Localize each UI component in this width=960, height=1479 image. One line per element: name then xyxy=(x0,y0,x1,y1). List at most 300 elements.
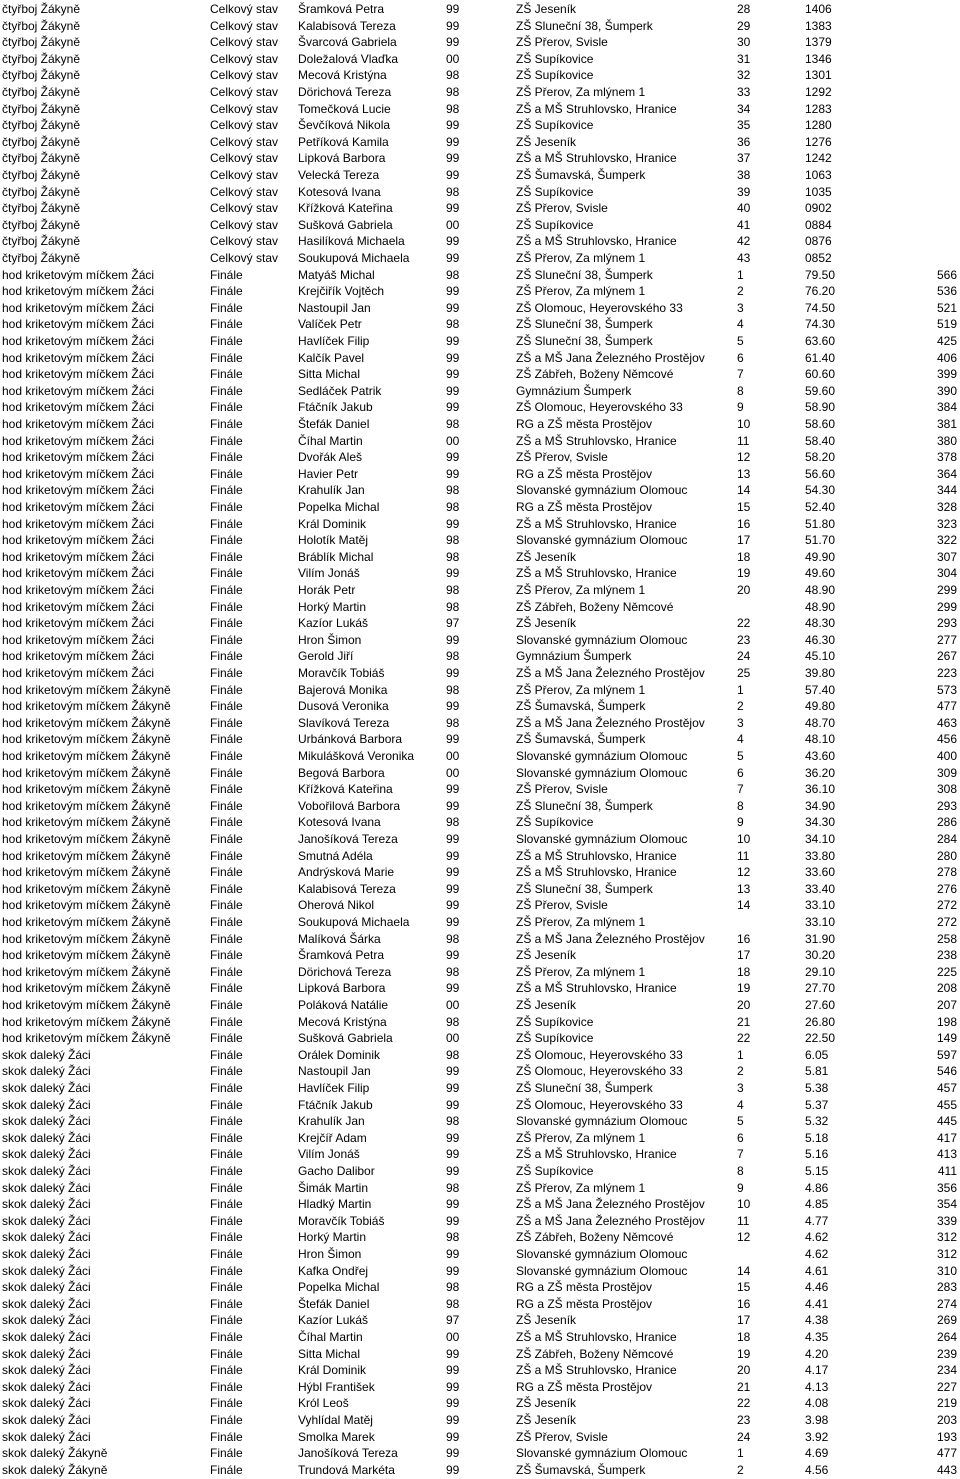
school-cell: ZŠ Šumavská, Šumperk xyxy=(516,732,646,747)
name-cell: Urbánková Barbora xyxy=(298,732,403,747)
year-cell: 99 xyxy=(446,1462,460,1477)
result-row xyxy=(0,51,960,67)
result-row xyxy=(0,831,960,847)
round-cell: Celkový stav xyxy=(210,2,279,16)
school-cell: ZŠ Přerov, Za mlýnem 1 xyxy=(516,583,646,597)
year-cell: 98 xyxy=(446,715,460,730)
name-cell: Štefák Daniel xyxy=(298,417,370,431)
event-cell: hod kriketovým míčkem Žáci xyxy=(2,649,155,664)
name-cell: Trundová Markéta xyxy=(298,1462,395,1477)
result-cell: 48.90 xyxy=(805,599,836,614)
round-cell: Finále xyxy=(210,682,243,697)
school-cell: ZŠ a MŠ Struhlovsko, Hranice xyxy=(516,981,677,996)
event-cell: hod kriketovým míčkem Žáci xyxy=(2,500,155,514)
rank-cell: 9 xyxy=(737,815,744,830)
round-cell: Finále xyxy=(210,483,243,498)
event-cell: hod kriketovým míčkem Žáci xyxy=(2,284,155,299)
points-cell xyxy=(912,200,957,216)
rank-cell: 16 xyxy=(737,931,751,946)
round-cell: Finále xyxy=(210,1446,243,1461)
name-cell: Kafka Ondřej xyxy=(298,1263,369,1278)
round-cell: Finále xyxy=(210,1031,243,1046)
name-cell: Valíček Petr xyxy=(298,317,362,332)
school-cell: ZŠ Sluneční 38, Šumperk xyxy=(516,798,653,813)
year-cell: 99 xyxy=(446,1363,460,1378)
points-cell: 566 xyxy=(936,267,957,282)
result-row xyxy=(0,1163,960,1179)
result-cell: 49.90 xyxy=(805,549,836,564)
school-cell: ZŠ Šumavská, Šumperk xyxy=(516,168,646,182)
result-cell: 1035 xyxy=(805,184,832,199)
round-cell: Finále xyxy=(210,915,243,929)
name-cell: Krejčíř Adam xyxy=(298,1130,367,1145)
round-cell: Finále xyxy=(210,981,243,996)
year-cell: 00 xyxy=(446,749,460,763)
result-row xyxy=(0,1080,960,1096)
year-cell: 99 xyxy=(446,1247,460,1261)
points-cell: 457 xyxy=(936,1081,957,1095)
round-cell: Celkový stav xyxy=(210,68,279,83)
year-cell: 99 xyxy=(446,881,460,896)
name-cell: Poláková Natálie xyxy=(298,998,389,1012)
points-cell xyxy=(912,51,957,67)
result-cell: 58.40 xyxy=(805,433,836,448)
school-cell: ZŠ Supíkovice xyxy=(516,51,594,66)
rank-cell: 14 xyxy=(737,1263,751,1278)
round-cell: Finále xyxy=(210,815,243,830)
result-cell: 1346 xyxy=(805,51,832,66)
event-cell: čtyřboj Žákyně xyxy=(2,35,81,50)
year-cell: 99 xyxy=(446,1130,460,1145)
school-cell: RG a ZŠ města Prostějov xyxy=(516,466,653,481)
rank-cell: 5 xyxy=(737,334,744,348)
points-cell: 536 xyxy=(936,284,957,299)
name-cell: Holotík Matěj xyxy=(298,533,369,548)
round-cell: Finále xyxy=(210,450,243,465)
rank-cell: 1 xyxy=(737,682,744,697)
name-cell: Oherová Nikol xyxy=(298,898,375,913)
name-cell: Hasilíková Michaela xyxy=(298,234,405,249)
event-cell: hod kriketovým míčkem Žáci xyxy=(2,666,155,680)
year-cell: 99 xyxy=(446,383,460,398)
year-cell: 99 xyxy=(446,1379,460,1394)
year-cell: 99 xyxy=(446,1213,460,1228)
school-cell: ZŠ a MŠ Struhlovsko, Hranice xyxy=(516,1330,677,1344)
name-cell: Mikulášková Veronika xyxy=(298,749,415,763)
rank-cell: 5 xyxy=(737,1114,744,1129)
round-cell: Finále xyxy=(210,566,243,581)
points-cell: 299 xyxy=(936,583,957,597)
school-cell: Slovanské gymnázium Olomouc xyxy=(516,632,688,647)
event-cell: hod kriketovým míčkem Žáci xyxy=(2,383,155,398)
round-cell: Finále xyxy=(210,798,243,813)
school-cell: Gymnázium Šumperk xyxy=(516,383,632,398)
name-cell: Popelka Michal xyxy=(298,1280,380,1295)
result-row xyxy=(0,499,960,515)
event-cell: hod kriketovým míčkem Žákyně xyxy=(2,865,171,880)
round-cell: Finále xyxy=(210,832,243,846)
result-row xyxy=(0,1,960,17)
year-cell: 98 xyxy=(446,599,460,614)
result-cell: 27.70 xyxy=(805,981,836,996)
result-row xyxy=(0,1395,960,1411)
name-cell: Král Dominik xyxy=(298,1363,367,1378)
result-row xyxy=(0,1047,960,1063)
points-cell: 149 xyxy=(936,1031,957,1046)
result-row xyxy=(0,980,960,996)
round-cell: Finále xyxy=(210,782,243,797)
round-cell: Finále xyxy=(210,466,243,481)
school-cell: RG a ZŠ města Prostějov xyxy=(516,1280,653,1295)
event-cell: čtyřboj Žákyně xyxy=(2,101,81,116)
school-cell: ZŠ a MŠ Struhlovsko, Hranice xyxy=(516,516,677,531)
year-cell: 99 xyxy=(446,1396,460,1411)
result-row xyxy=(0,333,960,349)
points-cell: 309 xyxy=(936,765,957,780)
round-cell: Finále xyxy=(210,533,243,548)
event-cell: hod kriketovým míčkem Žáci xyxy=(2,533,155,548)
round-cell: Finále xyxy=(210,1280,243,1295)
result-row xyxy=(0,150,960,166)
rank-cell: 11 xyxy=(737,433,750,448)
name-cell: Sitta Michal xyxy=(298,367,361,382)
points-cell: 276 xyxy=(936,881,957,896)
points-cell: 264 xyxy=(936,1330,957,1344)
event-cell: hod kriketovým míčkem Žáci xyxy=(2,350,155,365)
rank-cell: 10 xyxy=(737,832,751,846)
result-row xyxy=(0,682,960,698)
result-row xyxy=(0,1279,960,1295)
points-cell: 274 xyxy=(936,1296,957,1311)
result-cell: 4.35 xyxy=(805,1330,829,1344)
year-cell: 99 xyxy=(446,516,460,531)
round-cell: Celkový stav xyxy=(210,234,279,249)
result-row xyxy=(0,599,960,615)
school-cell: ZŠ Zábřeh, Boženy Němcové xyxy=(516,367,674,382)
points-cell xyxy=(912,18,957,34)
rank-cell: 37 xyxy=(737,151,751,166)
year-cell: 97 xyxy=(446,616,460,631)
event-cell: skok daleký Žáci xyxy=(2,1247,91,1261)
points-cell: 239 xyxy=(936,1346,957,1361)
year-cell: 98 xyxy=(446,85,460,99)
points-cell: 198 xyxy=(936,1014,957,1029)
year-cell: 99 xyxy=(446,367,460,382)
name-cell: Havier Petr xyxy=(298,466,359,481)
result-cell: 4.85 xyxy=(805,1197,829,1212)
name-cell: Šramková Petra xyxy=(298,2,385,16)
rank-cell: 35 xyxy=(737,118,751,133)
rank-cell: 4 xyxy=(737,1097,744,1112)
event-cell: hod kriketovým míčkem Žákyně xyxy=(2,732,171,747)
event-cell: čtyřboj Žákyně xyxy=(2,151,81,166)
result-row xyxy=(0,18,960,34)
result-row xyxy=(0,632,960,648)
school-cell: ZŠ Jeseník xyxy=(516,1313,577,1328)
year-cell: 98 xyxy=(446,1014,460,1029)
round-cell: Finále xyxy=(210,1330,243,1344)
points-cell: 269 xyxy=(936,1313,957,1328)
school-cell: ZŠ Zábřeh, Boženy Němcové xyxy=(516,1230,674,1245)
event-cell: hod kriketovým míčkem Žáci xyxy=(2,450,155,465)
rank-cell: 9 xyxy=(737,1180,744,1195)
school-cell: ZŠ Zábřeh, Boženy Němcové xyxy=(516,1346,674,1361)
round-cell: Celkový stav xyxy=(210,184,279,199)
rank-cell: 17 xyxy=(737,1313,751,1328)
result-row xyxy=(0,316,960,332)
round-cell: Finále xyxy=(210,350,243,365)
school-cell: ZŠ Přerov, Za mlýnem 1 xyxy=(516,85,646,99)
points-cell: 400 xyxy=(936,749,957,763)
points-cell: 381 xyxy=(936,417,957,431)
name-cell: Kalabisová Tereza xyxy=(298,881,396,896)
school-cell: ZŠ Přerov, Za mlýnem 1 xyxy=(516,251,646,265)
name-cell: Dvořák Aleš xyxy=(298,450,363,465)
points-cell xyxy=(912,134,957,150)
result-row xyxy=(0,582,960,598)
year-cell: 98 xyxy=(446,1296,460,1311)
result-cell: 54.30 xyxy=(805,483,836,498)
result-row xyxy=(0,184,960,200)
result-cell: 4.62 xyxy=(805,1247,829,1261)
school-cell: ZŠ Přerov, Svisle xyxy=(516,201,608,216)
rank-cell: 1 xyxy=(737,1446,744,1461)
rank-cell: 17 xyxy=(737,533,751,548)
round-cell: Celkový stav xyxy=(210,85,279,99)
result-cell: 5.18 xyxy=(805,1130,829,1145)
result-row xyxy=(0,864,960,880)
event-cell: čtyřboj Žákyně xyxy=(2,201,81,216)
event-cell: skok daleký Žáci xyxy=(2,1081,91,1095)
year-cell: 99 xyxy=(446,450,460,465)
name-cell: Begová Barbora xyxy=(298,765,385,780)
result-row xyxy=(0,1180,960,1196)
event-cell: hod kriketovým míčkem Žáci xyxy=(2,632,155,647)
points-cell: 310 xyxy=(936,1263,957,1278)
rank-cell: 34 xyxy=(737,101,751,116)
school-cell: Slovanské gymnázium Olomouc xyxy=(516,1114,688,1129)
result-row xyxy=(0,1229,960,1245)
rank-cell: 22 xyxy=(737,1396,751,1411)
name-cell: Andrýsková Marie xyxy=(298,865,395,880)
result-cell: 4.77 xyxy=(805,1213,829,1228)
rank-cell: 7 xyxy=(737,782,744,797)
name-cell: Křížková Kateřina xyxy=(298,782,393,797)
round-cell: Finále xyxy=(210,433,243,448)
school-cell: ZŠ Jeseník xyxy=(516,549,577,564)
round-cell: Finále xyxy=(210,998,243,1012)
year-cell: 99 xyxy=(446,35,460,50)
rank-cell: 19 xyxy=(737,1346,751,1361)
name-cell: Hron Šimon xyxy=(298,1247,362,1261)
result-row xyxy=(0,67,960,83)
result-row xyxy=(0,1379,960,1395)
rank-cell: 7 xyxy=(737,1147,744,1162)
school-cell: Gymnázium Šumperk xyxy=(516,649,632,664)
result-cell: 63.60 xyxy=(805,334,836,348)
rank-cell: 20 xyxy=(737,998,751,1012)
round-cell: Finále xyxy=(210,898,243,913)
name-cell: Kotesová Ivana xyxy=(298,184,381,199)
name-cell: Velecká Tereza xyxy=(298,168,380,182)
result-row xyxy=(0,1246,960,1262)
year-cell: 99 xyxy=(446,1263,460,1278)
points-cell: 203 xyxy=(936,1413,957,1427)
result-cell: 43.60 xyxy=(805,749,836,763)
school-cell: ZŠ a MŠ Struhlovsko, Hranice xyxy=(516,566,677,581)
result-row xyxy=(0,516,960,532)
round-cell: Finále xyxy=(210,749,243,763)
event-cell: skok daleký Žáci xyxy=(2,1230,91,1245)
result-cell: 5.15 xyxy=(805,1164,829,1178)
result-cell: 1276 xyxy=(805,134,832,149)
points-cell: 304 xyxy=(936,566,957,581)
points-cell: 272 xyxy=(936,898,957,913)
points-cell: 223 xyxy=(936,666,957,680)
result-row xyxy=(0,1130,960,1146)
event-cell: čtyřboj Žákyně xyxy=(2,85,81,99)
result-row xyxy=(0,350,960,366)
points-cell: 378 xyxy=(936,450,957,465)
name-cell: Ftáčník Jakub xyxy=(298,1097,373,1112)
event-cell: hod kriketovým míčkem Žáci xyxy=(2,417,155,431)
result-row xyxy=(0,1412,960,1428)
result-cell: 29.10 xyxy=(805,964,836,979)
result-row xyxy=(0,897,960,913)
result-row xyxy=(0,217,960,233)
name-cell: Vyhlídal Matěj xyxy=(298,1413,373,1427)
event-cell: čtyřboj Žákyně xyxy=(2,134,81,149)
year-cell: 99 xyxy=(446,284,460,299)
school-cell: ZŠ Sluneční 38, Šumperk xyxy=(516,317,653,332)
school-cell: ZŠ a MŠ Jana Železného Prostějov xyxy=(516,350,705,365)
rank-cell: 30 xyxy=(737,35,751,50)
result-cell: 1242 xyxy=(805,151,832,166)
result-cell: 1301 xyxy=(805,68,832,83)
round-cell: Finále xyxy=(210,848,243,863)
name-cell: Štefák Daniel xyxy=(298,1296,370,1311)
year-cell: 97 xyxy=(446,1313,460,1328)
points-cell: 258 xyxy=(936,931,957,946)
result-row xyxy=(0,449,960,465)
round-cell: Celkový stav xyxy=(210,35,279,50)
school-cell: Slovanské gymnázium Olomouc xyxy=(516,1446,688,1461)
school-cell: ZŠ Sluneční 38, Šumperk xyxy=(516,881,653,896)
points-cell xyxy=(912,150,957,166)
school-cell: ZŠ Jeseník xyxy=(516,1413,577,1427)
round-cell: Finále xyxy=(210,1164,243,1178)
event-cell: skok daleký Žáci xyxy=(2,1280,91,1295)
year-cell: 98 xyxy=(446,483,460,498)
rank-cell: 21 xyxy=(737,1379,751,1394)
school-cell: ZŠ a MŠ Jana Železného Prostějov xyxy=(516,666,705,680)
points-cell: 411 xyxy=(937,1164,957,1178)
result-cell: 48.90 xyxy=(805,583,836,597)
rank-cell: 19 xyxy=(737,981,751,996)
year-cell: 00 xyxy=(446,433,460,448)
school-cell: Slovanské gymnázium Olomouc xyxy=(516,832,688,846)
year-cell: 99 xyxy=(446,1197,460,1212)
event-cell: hod kriketovým míčkem Žákyně xyxy=(2,931,171,946)
result-cell: 4.61 xyxy=(805,1263,829,1278)
year-cell: 98 xyxy=(446,500,460,514)
rank-cell xyxy=(737,914,802,930)
school-cell: ZŠ Jeseník xyxy=(516,948,577,963)
name-cell: Hron Šimon xyxy=(298,632,362,647)
result-row xyxy=(0,964,960,980)
school-cell: Slovanské gymnázium Olomouc xyxy=(516,483,688,498)
name-cell: Gerold Jiří xyxy=(298,649,354,664)
points-cell: 312 xyxy=(936,1247,957,1261)
points-cell: 443 xyxy=(936,1462,957,1477)
school-cell: ZŠ Jeseník xyxy=(516,616,577,631)
event-cell: hod kriketovým míčkem Žáci xyxy=(2,516,155,531)
result-row xyxy=(0,399,960,415)
points-cell: 413 xyxy=(936,1147,957,1162)
rank-cell: 15 xyxy=(737,1280,751,1295)
rank-cell: 23 xyxy=(737,1413,751,1427)
round-cell: Finále xyxy=(210,1247,243,1261)
rank-cell: 3 xyxy=(737,300,744,315)
result-row xyxy=(0,433,960,449)
points-cell: 307 xyxy=(936,549,957,564)
name-cell: Kazíor Lukáš xyxy=(298,1313,369,1328)
name-cell: Šimák Martin xyxy=(298,1180,369,1195)
result-cell: 34.10 xyxy=(805,832,836,846)
year-cell: 98 xyxy=(446,649,460,664)
points-cell: 546 xyxy=(936,1064,957,1079)
result-row xyxy=(0,1113,960,1129)
school-cell: ZŠ Sluneční 38, Šumperk xyxy=(516,1081,653,1095)
result-cell: 60.60 xyxy=(805,367,836,382)
round-cell: Celkový stav xyxy=(210,18,279,33)
event-cell: skok daleký Žáci xyxy=(2,1213,91,1228)
points-cell: 219 xyxy=(936,1396,957,1411)
school-cell: ZŠ Supíkovice xyxy=(516,815,594,830)
year-cell: 99 xyxy=(446,1064,460,1079)
points-cell: 293 xyxy=(936,616,957,631)
year-cell: 00 xyxy=(446,765,460,780)
rank-cell: 29 xyxy=(737,18,751,33)
result-cell: 4.41 xyxy=(805,1296,829,1311)
event-cell: hod kriketovým míčkem Žákyně xyxy=(2,948,171,963)
event-cell: skok daleký Žáci xyxy=(2,1064,91,1079)
name-cell: Vobořilová Barbora xyxy=(298,798,401,813)
name-cell: Horký Martin xyxy=(298,1230,367,1245)
year-cell: 98 xyxy=(446,815,460,830)
school-cell: ZŠ Supíkovice xyxy=(516,1014,594,1029)
event-cell: hod kriketovým míčkem Žákyně xyxy=(2,964,171,979)
round-cell: Finále xyxy=(210,549,243,564)
result-row xyxy=(0,383,960,399)
name-cell: Mecová Kristýna xyxy=(298,1014,387,1029)
rank-cell: 12 xyxy=(737,865,751,880)
year-cell: 99 xyxy=(446,898,460,913)
name-cell: Bajerová Monika xyxy=(298,682,388,697)
round-cell: Finále xyxy=(210,417,243,431)
result-cell: 36.10 xyxy=(805,782,836,797)
year-cell: 98 xyxy=(446,317,460,332)
year-cell: 99 xyxy=(446,666,460,680)
result-cell: 30.20 xyxy=(805,948,836,963)
result-cell: 1283 xyxy=(805,101,832,116)
result-row xyxy=(0,814,960,830)
school-cell: ZŠ Přerov, Za mlýnem 1 xyxy=(516,682,646,697)
school-cell: ZŠ Zábřeh, Boženy Němcové xyxy=(516,599,674,614)
name-cell: Sušková Gabriela xyxy=(298,1031,393,1046)
year-cell: 99 xyxy=(446,798,460,813)
name-cell: Orálek Dominik xyxy=(298,1047,381,1062)
